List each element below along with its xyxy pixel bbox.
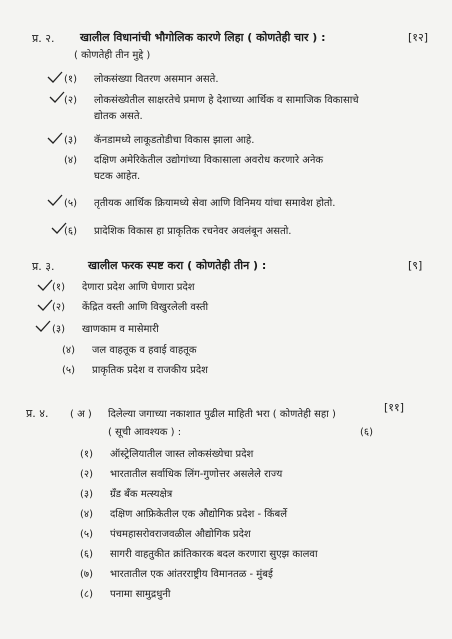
item-text: ग्रँड बँक मत्स्यक्षेत्र <box>110 489 173 500</box>
q2-item-2-cont: द्योतक असते. <box>94 111 143 122</box>
q2-item-4 <box>64 152 323 166</box>
q4-part: ( अ ) <box>70 409 92 420</box>
q3-heading: खालील फरक स्पष्ट करा ( कोणतेही तीन ) : <box>88 259 267 272</box>
item-number: (५) <box>62 365 76 376</box>
item-text: जल वाहतूक व हवाई वाहतूक <box>92 345 197 356</box>
q4-marks: [११] <box>384 401 405 414</box>
item-number: (५) <box>80 529 94 540</box>
item-number: (४) <box>80 509 94 520</box>
item-text: प्रादेशिक विकास हा प्राकृतिक रचनेवर अवलंबून असतो. <box>94 226 292 237</box>
q2-item-2 <box>64 92 359 106</box>
item-number: (६) <box>80 549 94 560</box>
item-number: (१) <box>64 74 78 85</box>
item-text: ऑस्ट्रेलियातील जास्त लोकसंख्येचा प्रदेश <box>110 449 254 460</box>
item-number: (२) <box>80 469 94 480</box>
tick-mark-icon <box>48 90 66 104</box>
tick-mark-icon <box>50 221 68 235</box>
item-number: (१) <box>52 282 66 293</box>
q2-item-1 <box>64 71 219 85</box>
tick-mark-icon <box>34 319 52 333</box>
item-text: लोकसंख्येतील साक्षरतेचे प्रमाण हे देशाच्या आर्थिक व सामाजिक विकासाचे <box>94 95 359 106</box>
q2-instruction: ( कोणतेही तीन मुद्दे ) <box>74 50 151 61</box>
item-text: लोकसंख्या वितरण असमान असते. <box>94 74 219 85</box>
item-text: खाणकाम व मासेमारी <box>82 324 159 335</box>
q2-item-6 <box>64 223 292 237</box>
item-number: (६) <box>64 226 78 237</box>
q4-item-3 <box>80 486 172 500</box>
item-number: (४) <box>64 155 78 166</box>
q4-item-4 <box>80 506 287 520</box>
q3-item-1 <box>52 279 195 293</box>
tick-mark-icon <box>46 70 64 84</box>
tick-mark-icon <box>36 278 54 292</box>
q4-item-1 <box>80 446 253 460</box>
tick-mark-icon <box>36 298 54 312</box>
item-text: दक्षिण अमेरिकेतील उद्योगांच्या विकासाला अवरोध करणारे अनेक <box>94 155 324 166</box>
item-number: (२) <box>52 302 66 313</box>
q2-number: प्र. २. <box>32 32 55 45</box>
item-number: (८) <box>80 589 94 600</box>
item-number: (३) <box>64 135 78 146</box>
item-text: देणारा प्रदेश आणि घेणारा प्रदेश <box>82 282 195 293</box>
item-text: पनामा सामुद्रधुनी <box>110 589 171 600</box>
q2-heading: खालील विधानांची भौगोलिक कारणे लिहा ( कोणतेही चार ) : <box>80 31 326 44</box>
item-text: प्राकृतिक प्रदेश व राजकीय प्रदेश <box>92 365 208 376</box>
item-number: (१) <box>80 449 94 460</box>
q2-marks: [१२] <box>408 31 429 44</box>
q4-item-6 <box>80 546 318 560</box>
item-number: (२) <box>64 95 78 106</box>
item-text: पंचमहासरोवराजवळील औद्योगिक प्रदेश <box>110 529 251 540</box>
q4-item-2 <box>80 466 282 480</box>
item-text: दक्षिण आफ्रिकेतील एक औद्योगिक प्रदेश - किंबर्ले <box>110 509 288 520</box>
tick-mark-icon <box>46 193 64 207</box>
q2-item-4-cont: घटक आहेत. <box>94 171 141 182</box>
item-number: (५) <box>64 198 78 209</box>
q3-marks: [९] <box>408 259 423 272</box>
item-number: (३) <box>80 489 94 500</box>
item-number: (७) <box>80 569 94 580</box>
q3-number: प्र. ३. <box>32 260 55 273</box>
item-number: (३) <box>52 324 66 335</box>
q3-item-3 <box>52 321 159 335</box>
q4-part-marks: (६) <box>360 427 374 438</box>
q3-item-2 <box>52 299 208 313</box>
q4-item-7 <box>80 566 273 580</box>
item-text: तृतीयक आर्थिक क्रियामध्ये सेवा आणि विनिमय यांचा समावेश होतो. <box>94 198 336 209</box>
item-text: भारतातील एक आंतरराष्ट्रीय विमानतळ - मुंबई <box>110 569 273 580</box>
item-text: कॅनडामध्ये लाकूडतोडीचा विकास झाला आहे. <box>94 135 255 146</box>
q3-item-4 <box>62 342 197 356</box>
item-text: सागरी वाहतुकीत क्रांतिकारक बदल करणारा सुएझ कालवा <box>110 549 318 560</box>
q2-item-3 <box>64 132 254 146</box>
q4-item-5 <box>80 526 251 540</box>
q2-item-5 <box>64 195 335 209</box>
item-text: भारतातील सर्वाधिक लिंग-गुणोत्तर असलेले राज्य <box>110 469 283 480</box>
q3-item-5 <box>62 362 208 376</box>
q4-instruction: ( सूची आवश्यक ) : <box>108 427 182 438</box>
q4-number: प्र. ४. <box>26 407 49 420</box>
q4-heading: दिलेल्या जगाच्या नकाशात पुढील माहिती भरा ( कोणतेही सहा ) <box>108 409 336 420</box>
item-text: केंद्रित वस्ती आणि विखुरलेली वस्ती <box>82 302 209 313</box>
q4-item-8 <box>80 586 171 600</box>
tick-mark-icon <box>46 131 64 145</box>
item-number: (४) <box>62 345 76 356</box>
